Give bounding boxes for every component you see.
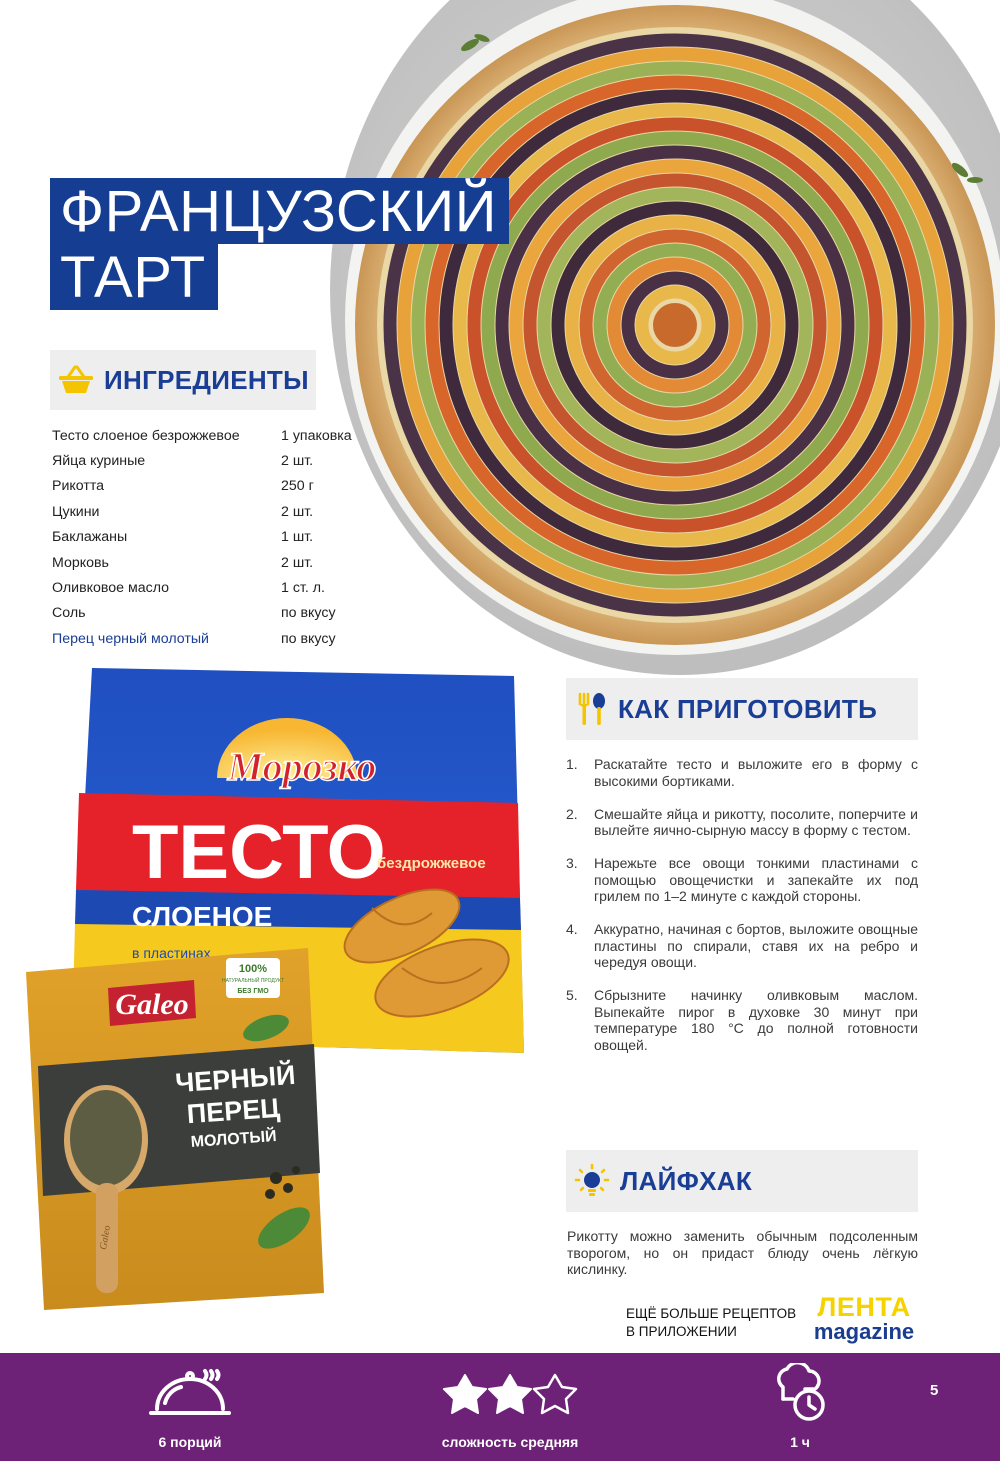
ingredient-name: Морковь — [52, 554, 109, 571]
recipe-title — [50, 178, 509, 310]
lifehack-heading — [566, 1150, 918, 1212]
ingredient-row — [52, 550, 382, 575]
ingredient-row — [52, 601, 382, 626]
pepper-badge-top: 100% — [238, 963, 268, 975]
pepper-line-3: МОЛОТЫЙ — [190, 1128, 278, 1151]
app-promo — [626, 1305, 796, 1341]
time-label: 1 ч — [790, 1434, 810, 1450]
step-text: Смешайте яйца и рикотту, посолите, поперчите и вылейте яично-сырную массу в форму с тестом. — [594, 805, 918, 838]
difficulty-stars — [440, 1365, 580, 1425]
star-icon-filled — [489, 1375, 531, 1413]
lenta-logo-bottom: magazine — [813, 1319, 915, 1344]
dough-name: ТЕСТО — [132, 810, 386, 895]
title-line-1: ФРАНЦУЗСКИЙ — [50, 178, 509, 244]
ingredient-name: Баклажаны — [52, 529, 128, 546]
ingredient-name: Тесто слоеное безрожжевое — [52, 427, 240, 444]
dough-extra: в пластинах — [132, 945, 211, 961]
ingredient-qty: 250 г — [281, 478, 314, 495]
step-number: 1. — [566, 756, 578, 772]
ingredient-qty: 2 шт. — [281, 453, 314, 470]
basket-icon — [58, 365, 94, 395]
servings-label: 6 порций — [158, 1434, 222, 1450]
dough-type: СЛОЕНОЕ — [132, 901, 273, 932]
step-number: 4. — [566, 921, 578, 937]
lightbulb-icon — [574, 1163, 610, 1199]
lenta-magazine-logo[interactable] — [808, 1293, 920, 1343]
star-icon-empty — [534, 1375, 576, 1413]
ingredients-list — [52, 423, 382, 652]
page-number: 5 — [930, 1382, 939, 1399]
ingredient-row — [52, 474, 382, 499]
lifehack-heading-label: ЛАЙФХАК — [620, 1165, 752, 1196]
step-number: 5. — [566, 987, 578, 1003]
pepper-pack-image — [26, 948, 326, 1310]
ingredient-qty: по вкусу — [281, 605, 336, 622]
pepper-line-2: ПЕРЕЦ — [185, 1092, 281, 1130]
step-number: 2. — [566, 805, 578, 822]
step-text: Сбрызните начинку оливковым маслом. Выпекайте пирог в духовке 30 минут при температуре 180 °С до полной готовности овощей. — [594, 987, 918, 1053]
ingredient-name: Рикотта — [52, 478, 105, 495]
ingredient-qty: по вкусу — [281, 630, 336, 647]
chef-timer-icon — [765, 1363, 835, 1425]
howto-heading-label: КАК ПРИГОТОВИТЬ — [618, 693, 878, 724]
servings-info — [140, 1353, 240, 1450]
cloche-icon — [145, 1365, 235, 1425]
ingredient-row — [52, 499, 382, 524]
step-item — [566, 855, 918, 905]
pepper-product-pack — [26, 948, 326, 1310]
app-promo-line-2: В ПРИЛОЖЕНИИ — [626, 1324, 737, 1339]
ingredients-heading-label: ИНГРЕДИЕНТЫ — [104, 364, 309, 395]
spoon-brand: Galeo — [97, 1224, 114, 1251]
step-item — [566, 987, 918, 1053]
tart-image — [330, 0, 1000, 675]
step-item — [566, 921, 918, 971]
ingredient-row — [52, 525, 382, 550]
title-line-2: ТАРТ — [50, 244, 218, 310]
ingredient-name: Соль — [52, 605, 86, 622]
step-text: Нарежьте все овощи тонкими пластинами с помощью овощечистки и запекайте их под грилем по 1–2 минуте с каждой стороны. — [594, 855, 918, 904]
time-info — [760, 1353, 840, 1450]
ingredient-name: Яйца куриные — [52, 453, 146, 470]
star-icon-filled — [444, 1375, 486, 1413]
ingredient-qty: 1 ст. л. — [281, 580, 325, 597]
step-text: Аккуратно, начиная с бортов, выложите овощные пластины по спирали, ставя их на ребро и чередуя овощи. — [594, 921, 918, 970]
step-item — [566, 756, 918, 789]
steps-list — [566, 756, 918, 1070]
lifehack-text: Рикотту можно заменить обычным подсоленным творогом, но он придаст блюду очень лёгкую кислинку. — [567, 1228, 918, 1277]
pepper-brand: Galeo — [115, 988, 189, 1021]
step-number: 3. — [566, 855, 578, 871]
fork-spoon-icon — [574, 692, 608, 726]
ingredient-name: Цукини — [52, 503, 100, 520]
dough-subtitle: бездрожжевое — [377, 855, 486, 872]
pepper-badge-mid: НАТУРАЛЬНЫЙ ПРОДУКТ — [222, 978, 284, 984]
pepper-badge-bottom: БЕЗ ГМО — [237, 988, 269, 995]
difficulty-label: сложность средняя — [441, 1434, 579, 1450]
ingredient-row — [52, 626, 382, 651]
dough-brand: Морозко — [227, 744, 377, 789]
ingredient-qty: 1 упаковка — [281, 427, 352, 444]
ingredient-qty: 1 шт. — [281, 529, 314, 546]
ingredient-name: Оливковое масло — [52, 580, 170, 597]
step-text: Раскатайте тесто и выложите его в форму с высокими бортиками. — [594, 756, 918, 789]
step-item — [566, 806, 918, 839]
pepper-line-1: ЧЕРНЫЙ — [174, 1059, 297, 1099]
ingredient-qty: 2 шт. — [281, 554, 314, 571]
howto-heading — [566, 678, 918, 740]
ingredient-row — [52, 423, 382, 448]
ingredient-name: Перец черный молотый — [52, 630, 209, 647]
recipe-footer — [0, 1353, 1000, 1461]
tart-photo — [330, 0, 1000, 675]
difficulty-info — [430, 1353, 590, 1450]
ingredients-heading — [50, 350, 316, 410]
ingredient-row — [52, 575, 382, 600]
ingredient-qty: 2 шт. — [281, 503, 314, 520]
lenta-logo-top: ЛЕНТА — [817, 1292, 911, 1322]
app-promo-line-1: ЕЩЁ БОЛЬШЕ РЕЦЕПТОВ — [626, 1306, 797, 1321]
ingredient-row — [52, 448, 382, 473]
